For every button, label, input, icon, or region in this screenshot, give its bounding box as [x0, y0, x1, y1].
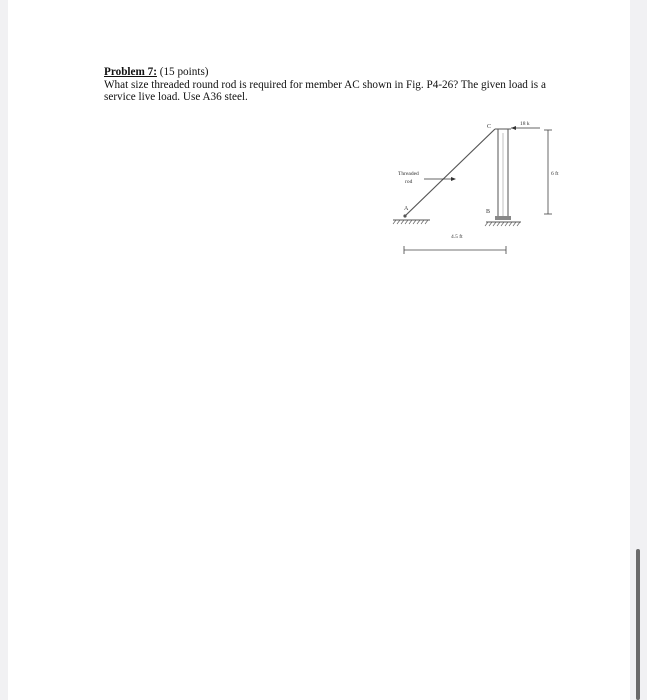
rod-label-line1: Threaded	[398, 171, 419, 177]
point-b-label: B	[486, 209, 491, 215]
support-b-plate	[495, 216, 511, 220]
problem-title: Problem 7:	[104, 66, 157, 78]
height-label: 6 ft	[551, 171, 559, 177]
pin-a	[403, 214, 406, 217]
ground-b-hatch	[485, 222, 520, 226]
scrollbar-thumb[interactable]	[636, 549, 640, 700]
point-c-label: C	[487, 124, 492, 130]
problem-question: What size threaded round rod is required for member AC shown in Fig. P4-26? The given load is a service live load. Use A36 steel.	[104, 78, 546, 103]
width-label: 4.5 ft	[451, 234, 463, 240]
ground-a-hatch	[393, 220, 428, 224]
load-label: 18 k	[520, 121, 530, 127]
rod-pointer-arrowhead	[451, 177, 456, 181]
rod-label-line2: rod	[405, 179, 413, 185]
problem-points: (15 points)	[159, 66, 209, 78]
point-a-label: A	[404, 206, 409, 212]
load-arrowhead	[511, 126, 516, 130]
